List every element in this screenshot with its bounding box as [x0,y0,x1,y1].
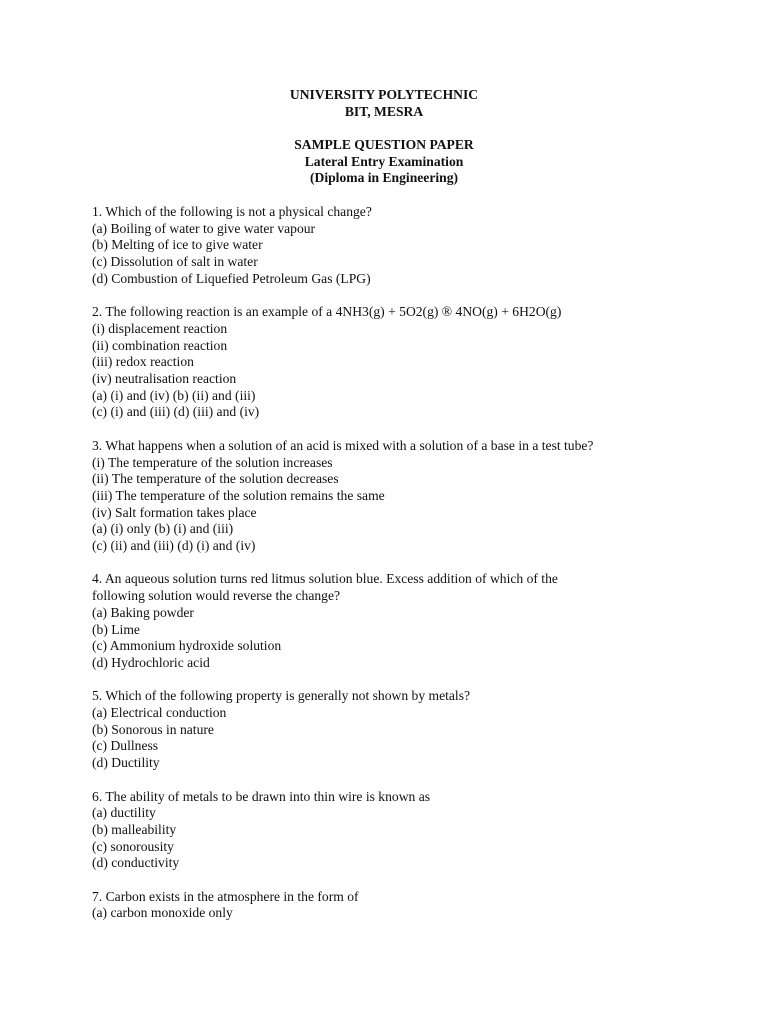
question-3-statement-i: (i) The temperature of the solution increases [92,454,333,470]
question-5-option-c: (c) Dullness [92,738,159,754]
question-1-option-d: (d) Combustion of Liquefied Petroleum Gas (LPG) [92,270,371,286]
question-1-option-c: (c) Dissolution of salt in water [92,254,258,270]
question-3-statement-ii: (ii) The temperature of the solution decreases [92,471,339,487]
question-1-stem: 1. Which of the following is not a physical change? [92,204,372,219]
question-7 [92,889,732,922]
question-2-stem: 2. The following reaction is an example of a 4NH3(g) + 5O2(g) ® 4NO(g) + 6H2O(g) [92,304,562,320]
document-header [0,87,768,120]
question-4 [92,571,732,671]
question-6-option-b: (b) malleability [92,821,177,837]
question-1 [92,204,732,288]
question-2-statement-iv: (iv) neutralisation reaction [92,371,237,387]
institution-name: UNIVERSITY POLYTECHNIC [289,87,479,102]
question-4-option-b: (b) Lime [92,621,140,637]
question-3-options-cd: (c) (ii) and (iii) (d) (i) and (iv) [92,538,256,554]
question-4-stem: 4. An aqueous solution turns red litmus solution blue. Excess addition of which of the [92,571,558,587]
question-5-option-b: (b) Sonorous in nature [92,721,214,737]
question-5-option-d: (d) Ductility [92,755,160,771]
question-5-option-a: (a) Electrical conduction [92,705,227,721]
question-4-option-d: (d) Hydrochloric acid [92,654,210,670]
question-6-option-c: (c) sonorousity [92,838,174,854]
program-name: (Diploma in Engineering) [309,170,459,186]
question-list [92,204,732,939]
question-7-option-a: (a) carbon monoxide only [92,905,233,921]
question-2-options-cd: (c) (i) and (iii) (d) (iii) and (iv) [92,404,260,420]
question-3 [92,438,732,555]
question-4-option-a: (a) Baking powder [92,604,194,620]
question-3-statement-iii: (iii) The temperature of the solution remains the same [92,487,385,503]
question-1-option-a: (a) Boiling of water to give water vapour [92,220,316,236]
question-2-statement-ii: (ii) combination reaction [92,337,228,353]
question-3-stem: 3. What happens when a solution of an acid is mixed with a solution of a base in a test tube? [92,437,594,453]
question-2 [92,304,732,421]
question-6-option-a: (a) ductility [92,805,156,821]
paper-title: SAMPLE QUESTION PAPER [294,137,474,152]
question-5 [92,688,732,772]
exam-name: Lateral Entry Examination [304,153,464,169]
question-6 [92,789,732,873]
question-2-statement-i: (i) displacement reaction [92,320,228,336]
question-6-option-d: (d) conductivity [92,855,180,871]
question-2-statement-iii: (iii) redox reaction [92,354,194,370]
question-7-stem: 7. Carbon exists in the atmosphere in the form of [92,888,359,904]
question-1-option-b: (b) Melting of ice to give water [92,237,263,253]
question-3-statement-iv: (iv) Salt formation takes place [92,504,257,520]
question-4-option-c: (c) Ammonium hydroxide solution [92,638,282,654]
question-6-stem: 6. The ability of metals to be drawn into thin wire is known as [92,788,431,804]
question-5-stem: 5. Which of the following property is generally not shown by metals? [92,688,471,704]
question-2-options-ab: (a) (i) and (iv) (b) (ii) and (iii) [92,387,256,403]
question-4-stem-continued: following solution would reverse the change? [92,588,341,604]
question-3-options-ab: (a) (i) only (b) (i) and (iii) [92,521,234,537]
campus-name: BIT, MESRA [344,103,424,119]
paper-title-block [0,137,768,187]
